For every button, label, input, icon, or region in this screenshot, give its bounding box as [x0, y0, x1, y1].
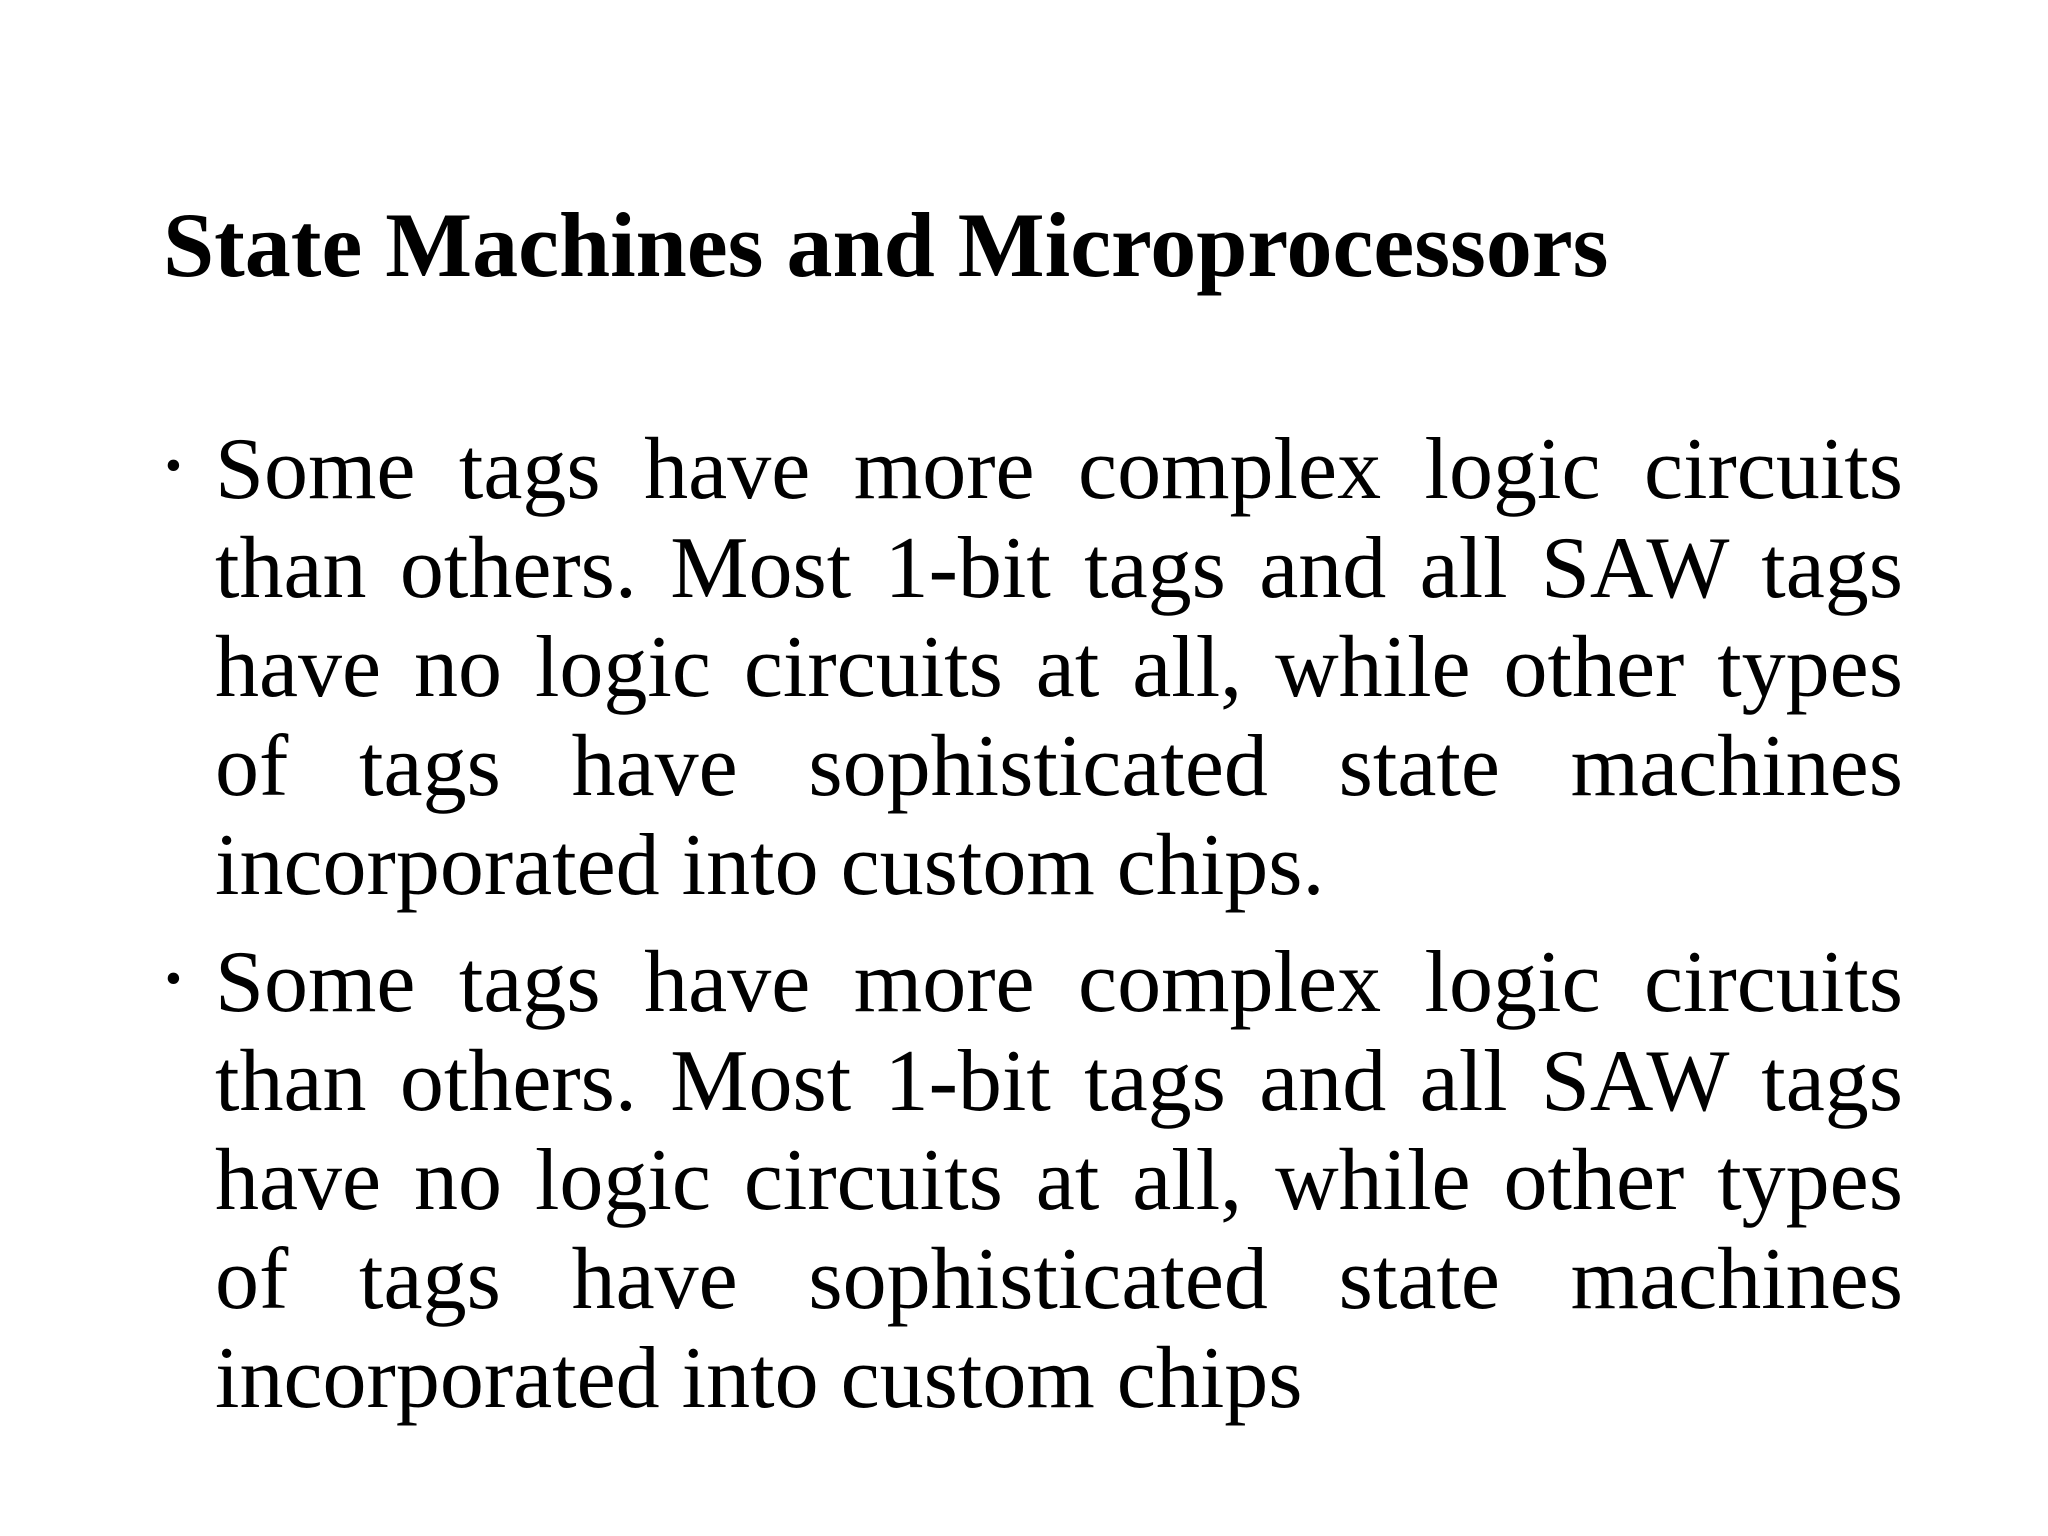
slide-title: State Machines and Microprocessors: [163, 194, 1609, 296]
bullet-dot-icon: •: [165, 952, 182, 1005]
bullet-text: Some tags have more complex logic circuits than others. Most 1-bit tags and all SAW tags have no logic circuits at all, while other types of tags have sophisticated state machines incorporated into custom chips.: [215, 421, 1903, 914]
bullet-dot-icon: •: [165, 439, 182, 492]
bullet-text: Some tags have more complex logic circuits than others. Most 1-bit tags and all SAW tags have no logic circuits at all, while other types of tags have sophisticated state machines incorporated into custom chips: [215, 934, 1903, 1427]
bullet-item: [163, 933, 1903, 1428]
bullet-list: [163, 420, 1903, 1446]
bullet-item: [163, 420, 1903, 915]
